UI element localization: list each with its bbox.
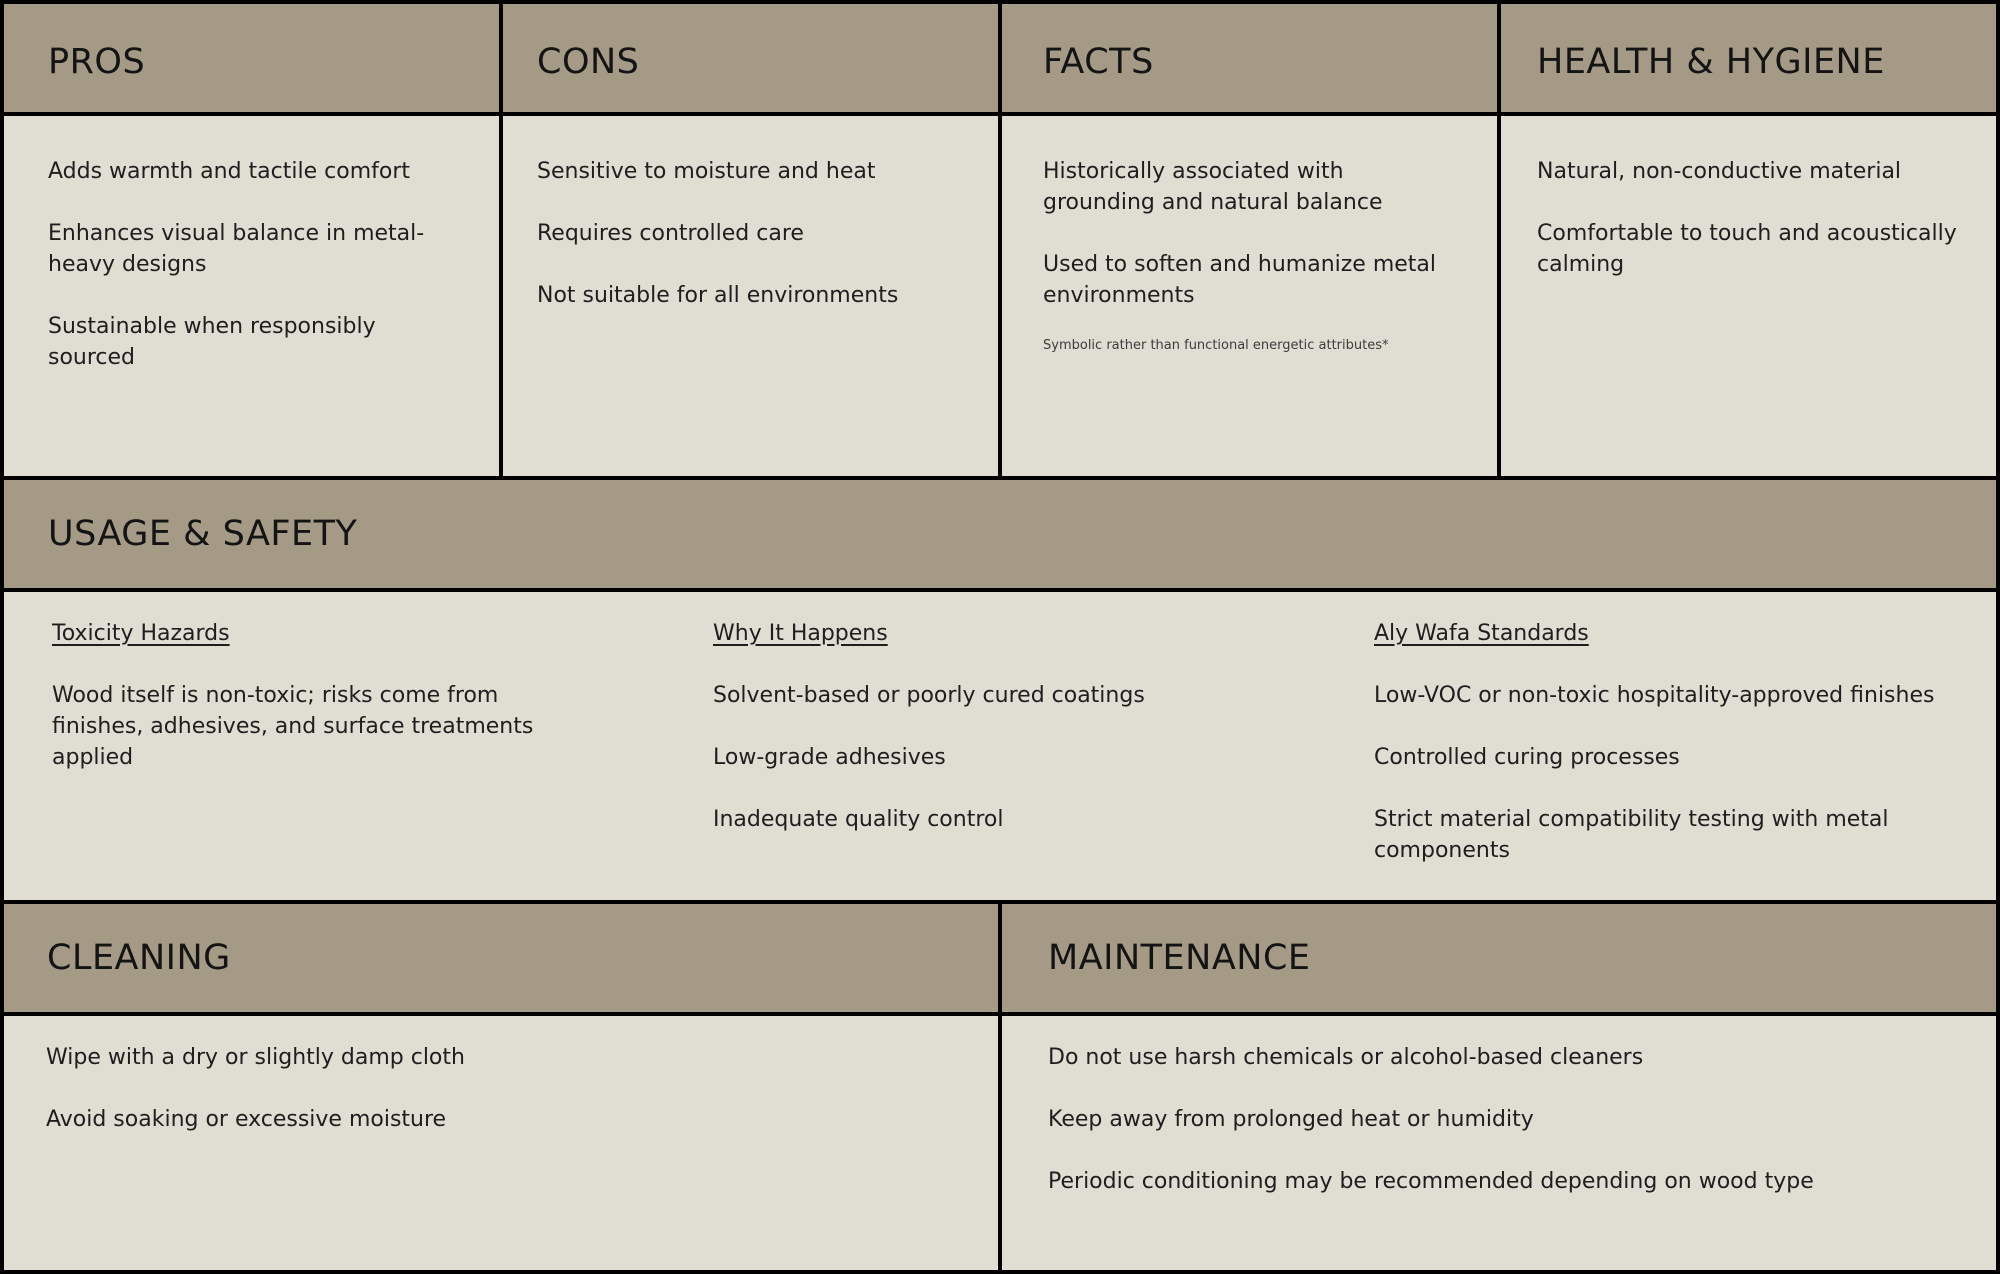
list-item: Keep away from prolonged heat or humidity bbox=[1048, 1107, 1534, 1132]
cleaning-title: CLEANING bbox=[47, 938, 231, 978]
list-item: Historically associated with grounding and natural balance bbox=[1043, 159, 1383, 215]
usage-title: USAGE & SAFETY bbox=[48, 514, 358, 554]
list-item: Enhances visual balance in metal-heavy designs bbox=[48, 221, 425, 277]
health-body bbox=[1501, 116, 1996, 476]
cleaning-header bbox=[4, 904, 998, 1012]
pros-title: PROS bbox=[48, 42, 146, 82]
cleaning-body bbox=[4, 1016, 998, 1270]
pros-header bbox=[4, 4, 499, 112]
list-item: Wipe with a dry or slightly damp cloth bbox=[46, 1045, 465, 1070]
list-item: Avoid soaking or excessive moisture bbox=[46, 1107, 447, 1132]
list-item: Low-grade adhesives bbox=[713, 745, 946, 770]
usage-column-heading: Aly Wafa Standards bbox=[1374, 621, 1589, 646]
maintenance-body bbox=[1002, 1016, 1996, 1270]
usage-column-heading: Toxicity Hazards bbox=[52, 621, 230, 646]
list-item: Sensitive to moisture and heat bbox=[537, 159, 876, 184]
list-item: Requires controlled care bbox=[537, 221, 804, 246]
list-item: Inadequate quality control bbox=[713, 807, 1004, 832]
list-item: Wood itself is non-toxic; risks come from finishes, adhesives, and surface treatments applied bbox=[52, 683, 534, 770]
cons-header bbox=[503, 4, 998, 112]
facts-title: FACTS bbox=[1043, 42, 1154, 82]
list-item: Natural, non-conductive material bbox=[1537, 159, 1902, 184]
facts-list bbox=[1043, 156, 1458, 355]
list-item: Adds warmth and tactile comfort bbox=[48, 159, 411, 184]
health-header bbox=[1501, 4, 1996, 112]
list-item: Do not use harsh chemicals or alcohol-based cleaners bbox=[1048, 1045, 1644, 1070]
maintenance-list bbox=[1048, 1042, 1968, 1228]
cleaning-list bbox=[46, 1042, 946, 1166]
list-item: Comfortable to touch and acoustically calming bbox=[1537, 221, 1957, 277]
health-list bbox=[1537, 156, 1957, 311]
maintenance-header bbox=[1002, 904, 1996, 1012]
list-item: Strict material compatibility testing with metal components bbox=[1374, 807, 1889, 863]
list-item: Periodic conditioning may be recommended depending on wood type bbox=[1048, 1169, 1814, 1194]
usage-column-heading: Why It Happens bbox=[713, 621, 888, 646]
list-item: Not suitable for all environments bbox=[537, 283, 899, 308]
facts-header bbox=[1002, 4, 1497, 112]
list-item: Low-VOC or non-toxic hospitality-approved finishes bbox=[1374, 683, 1935, 708]
list-item: Used to soften and humanize metal environments bbox=[1043, 252, 1437, 308]
health-title: HEALTH & HYGIENE bbox=[1537, 42, 1885, 82]
list-item: Controlled curing processes bbox=[1374, 745, 1680, 770]
usage-column-toxicity bbox=[52, 618, 592, 804]
cons-title: CONS bbox=[537, 42, 640, 82]
pros-list bbox=[48, 156, 468, 404]
cons-list bbox=[537, 156, 967, 342]
facts-body bbox=[1002, 116, 1497, 476]
maintenance-title: MAINTENANCE bbox=[1048, 938, 1311, 978]
list-item: Solvent-based or poorly cured coatings bbox=[713, 683, 1145, 708]
cons-body bbox=[503, 116, 998, 476]
usage-header bbox=[4, 480, 1996, 588]
usage-column-standards bbox=[1374, 618, 1964, 897]
list-item: Sustainable when responsibly sourced bbox=[48, 314, 376, 370]
usage-body bbox=[4, 592, 1996, 900]
pros-body bbox=[4, 116, 499, 476]
facts-footnote: Symbolic rather than functional energetic attributes* bbox=[1043, 338, 1389, 353]
usage-column-why bbox=[713, 618, 1313, 866]
